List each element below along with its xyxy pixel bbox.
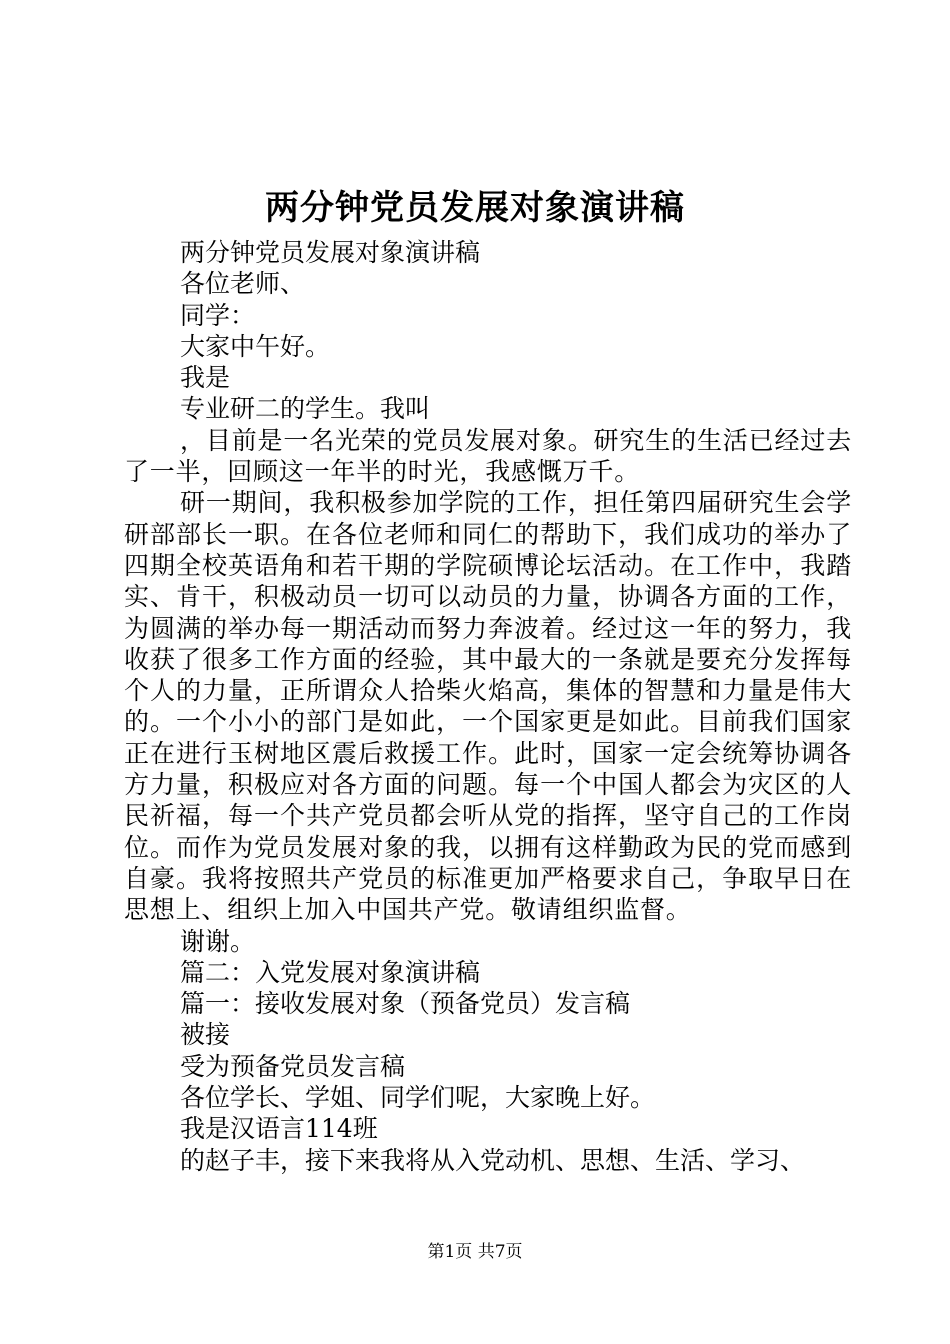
paragraph: 受为预备党员发言稿 — [180, 1051, 406, 1081]
paragraph: ，目前是一名光荣的党员发展对象。研究生的生活已经过去了一半，回顾这一年半的时光，我感慨万千。 — [124, 425, 852, 487]
paragraph: 专业研二的学生。我叫 — [180, 394, 431, 424]
paragraph: 我是汉语言114班 — [180, 1114, 378, 1144]
paragraph: 篇一：接收发展对象（预备党员）发言稿 — [180, 989, 631, 1019]
paragraph: 大家中午好。 — [180, 331, 331, 361]
paragraph: 篇二：入党发展对象演讲稿 — [180, 957, 481, 987]
paragraph: 各位学长、学姐、同学们呢，大家晚上好。 — [180, 1083, 656, 1113]
document-title: 两分钟党员发展对象演讲稿 — [265, 188, 685, 228]
paragraph: 同学： — [180, 300, 256, 330]
paragraph: 研一期间，我积极参加学院的工作，担任第四届研究生会学研部部长一职。在各位老师和同仁的帮助下，我们成功的举办了四期全校英语角和若干期的学院硕博论坛活动。在工作中，我踏实、肯干，积极动员一切可以动员的力量，协调各方面的工作，为圆满的举办每一期活动而努力奔波着。经过这一年的努力，我收获了很多工作方面的经验，其中最大的一条就是要充分发挥每个人的力量，正所谓众人拾柴火焰高，集体的智慧和力量是伟大的。一个小小的部门是如此，一个国家更是如此。目前我们国家正在进行玉树地区震后救援工作。此时，国家一定会统筹协调各方力量，积极应对各方面的问题。每一个中国人都会为灾区的人民祈福，每一个共产党员都会听从党的指挥，坚守自己的工作岗位。而作为党员发展对象的我，以拥有这样勤政为民的党而感到自豪。我将按照共产党员的标准更加严格要求自己，争取早日在思想上、组织上加入中国共产党。敬请组织监督。 — [124, 488, 852, 925]
paragraph: 被接 — [180, 1020, 231, 1050]
page-footer: 第1页 共7页 — [427, 1242, 523, 1262]
paragraph: 的赵子丰，接下来我将从入党动机、思想、生活、学习、 — [180, 1145, 806, 1175]
paragraph: 各位老师、 — [180, 269, 306, 299]
paragraph: 谢谢。 — [180, 926, 256, 956]
document-body — [124, 237, 852, 1176]
paragraph: 我是 — [180, 363, 231, 393]
paragraph: 两分钟党员发展对象演讲稿 — [180, 238, 481, 267]
